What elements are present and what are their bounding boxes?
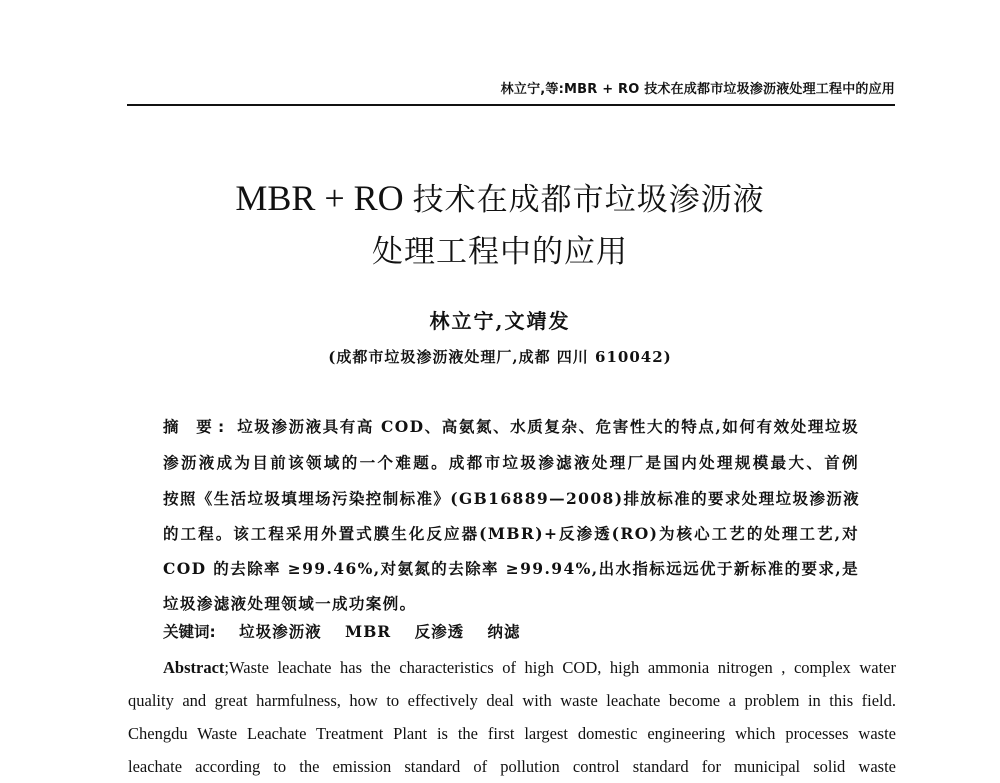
keyword: 垃圾渗沥液 [239, 622, 322, 641]
paper-title-cjk: 技术在成都市垃圾渗沥液 [412, 182, 765, 218]
abstract-english-line: Chengdu Waste Leachate Treatment Plant is the first largest domestic engineering which processes waste [128, 724, 896, 743]
paper-title-line-2: 处理工程中的应用 [372, 234, 628, 270]
keywords-label: 关键词: [163, 623, 216, 641]
abstract-chinese-line: 的工程。该工程采用外置式膜生化反应器(MBR)+反渗透(RO)为核心工艺的处理工艺,对 [163, 523, 859, 543]
abstract-chinese [163, 409, 859, 622]
abstract-english-text: Waste leachate has the characteristics of high COD, high ammonia nitrogen , complex water [229, 658, 896, 677]
abstract-english-line [128, 651, 896, 684]
keywords-chinese [163, 618, 539, 646]
abstract-chinese-line: 按照《生活垃圾填埋场污染控制标准》(GB16889—2008)排放标准的要求处理垃圾渗沥液 [163, 488, 861, 508]
abstract-english-label: Abstract [163, 658, 225, 677]
affiliation: (成都市垃圾渗沥液处理厂,成都 四川 610042) [328, 348, 672, 366]
abstract-chinese-line: 垃圾渗滤液处理领域一成功案例。 [163, 594, 417, 614]
abstract-chinese-text: 垃圾渗沥液具有高 COD、高氨氮、水质复杂、危害性大的特点,如何有效处理垃圾 [237, 417, 859, 436]
abstract-chinese-label: 摘 要: [163, 418, 231, 436]
abstract-chinese-line [163, 409, 859, 445]
keyword: 纳滤 [487, 622, 521, 641]
abstract-english-line: quality and great harmfulness, how to effectively deal with waste leachate become a problem in this field. [128, 691, 896, 710]
abstract-chinese-line: 渗沥液成为目前该领域的一个难题。成都市垃圾渗滤液处理厂是国内处理规模最大、首例 [163, 453, 859, 473]
paper-title-line-1 [0, 178, 1000, 220]
abstract-chinese-line: COD 的去除率 ≥99.46%,对氨氮的去除率 ≥99.94%,出水指标远远优于新标准的要求,是 [163, 559, 859, 579]
authors: 林立宁,文靖发 [429, 309, 571, 333]
abstract-english-separator: ; [224, 658, 229, 677]
abstract-english [128, 651, 896, 783]
abstract-english-line: leachate according to the emission standard of pollution control standard for municipal solid waste [128, 757, 896, 776]
keyword: MBR [345, 622, 392, 641]
header-rule-divider [127, 104, 895, 106]
running-header: 林立宁,等:MBR + RO 技术在成都市垃圾渗沥液处理工程中的应用 [500, 82, 895, 97]
keyword: 反渗透 [414, 622, 465, 641]
paper-title-latin: MBR + RO [235, 178, 413, 218]
